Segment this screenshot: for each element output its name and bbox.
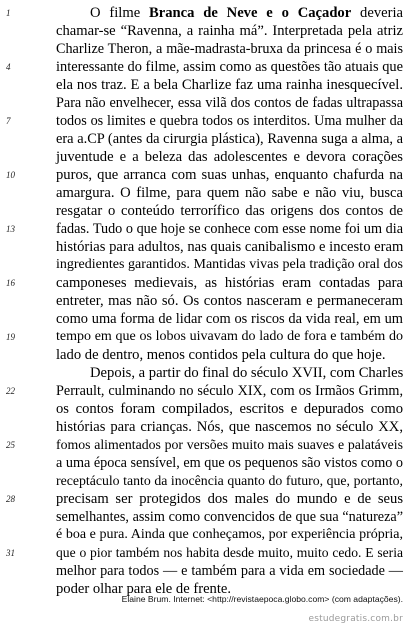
line-text: [56, 220, 403, 238]
text-line: [0, 292, 411, 310]
text-run: entreter, mas não só. Os contos nasceram e permaneceram: [56, 293, 403, 309]
text-run: melhor para todos — e também para a vida em sociedade —: [56, 563, 403, 579]
text-line: [0, 364, 411, 382]
text-line: [0, 184, 411, 202]
text-line: [0, 562, 411, 580]
line-number: 10: [6, 170, 15, 180]
line-text: [56, 58, 403, 76]
text-run: tempo em que os lobos uivavam do lado de fora e também do: [56, 329, 403, 344]
text-line: [0, 382, 411, 400]
text-run: ela nos traz. E a bela Charlize faz uma rainha inesquecível.: [56, 77, 403, 93]
line-text: [56, 130, 403, 148]
text-line: [0, 94, 411, 112]
line-text: [56, 490, 403, 508]
line-text: [56, 112, 403, 130]
text-line: [0, 40, 411, 58]
line-text: [56, 400, 403, 418]
text-line: [0, 274, 411, 292]
text-line: [0, 346, 411, 364]
line-text: [56, 184, 403, 202]
line-text: [90, 364, 403, 382]
text-line: [0, 418, 411, 436]
line-text: [56, 328, 403, 346]
text-line: [0, 490, 411, 508]
text-run: a uma época sensível, em que os pequenos são vistos como o: [56, 455, 403, 471]
line-number: 16: [6, 278, 15, 288]
text-run: amargura. O filme, para quem não sabe e não viu, busca: [56, 185, 403, 201]
line-number: 7: [6, 116, 11, 126]
line-text: [56, 562, 403, 580]
text-run: semelhantes, assim como convencidos de que sua “natureza”: [56, 509, 403, 525]
text-run: é boa e pura. Ainda que conheçamos, por experiência própria,: [56, 527, 403, 542]
line-text: [56, 238, 403, 256]
line-text: [56, 148, 403, 166]
text-line: [0, 256, 411, 274]
line-number: 19: [6, 332, 15, 342]
text-line: [0, 328, 411, 346]
text-line: [0, 76, 411, 94]
line-number: 25: [6, 440, 15, 450]
line-text: [56, 22, 403, 40]
text-line: [0, 166, 411, 184]
line-number: 31: [6, 548, 15, 558]
text-run: interessante do filme, assim como as questões tão atuais que: [56, 59, 403, 75]
text-run: resgatar o conteúdo terrorífico das origens dos contos de: [56, 203, 403, 219]
text-run: Perrault, culminando no século XIX, com os Irmãos Grimm,: [56, 383, 403, 399]
text-line: [0, 400, 411, 418]
text-line: [0, 508, 411, 526]
text-run: precisam ser protegidos dos males do mundo e de seus: [56, 491, 403, 507]
film-title: Branca de Neve e o Caçador: [149, 5, 352, 21]
text-run: histórias para crianças. Nós, que nascemos no século XX,: [56, 419, 403, 435]
text-line: [0, 112, 411, 130]
line-number: 4: [6, 62, 11, 72]
text-line: [0, 130, 411, 148]
text-line: [0, 472, 411, 490]
text-run: Para não envelhecer, essa vilã dos contos de fadas ultrapassa: [56, 95, 403, 111]
line-text: [90, 4, 403, 22]
line-text: [56, 526, 403, 544]
line-text: [56, 346, 403, 364]
text-run: O filme: [90, 5, 149, 21]
text-run: receptáculo tanto da inocência quanto do futuro, que, portanto,: [56, 473, 403, 488]
line-text: [56, 310, 403, 328]
text-line: [0, 22, 411, 40]
text-run: Depois, a partir do final do século XVII, com Charles: [90, 365, 404, 381]
line-number: 1: [6, 8, 11, 18]
line-text: [56, 40, 403, 58]
line-text: [56, 94, 403, 112]
text-line: [0, 238, 411, 256]
text-run: todos os limites e quebra todos os interditos. Uma mulher da: [56, 113, 403, 129]
text-run: histórias para adultos, nas quais canibalismo e incesto eram: [56, 239, 404, 255]
text-run: Charlize Theron, a mãe-madrasta-bruxa da princesa é o mais: [56, 41, 403, 57]
watermark: estudegratis.com.br: [308, 614, 403, 624]
line-text: [56, 508, 403, 526]
text-run: chamar-se “Ravenna, a rainha má”. Interpretada pela atriz: [56, 23, 403, 39]
text-run: fadas. Tudo o que hoje se conhece com esse nome foi um dia: [56, 221, 403, 237]
line-text: [56, 256, 403, 274]
line-number: 13: [6, 224, 15, 234]
source-citation: Elaine Brum. Internet: <http://revistaepoca.globo.com> (com adaptações).: [121, 594, 403, 604]
text-run: camponeses medievais, as histórias eram contadas para: [56, 275, 403, 291]
line-text: [56, 202, 403, 220]
text-run: deveria: [351, 5, 403, 21]
text-run: que o pior também nos habita desde muito, muito cedo. E seria: [56, 545, 403, 560]
text-run: os contos foram compilados, escritos e depurados como: [56, 401, 403, 417]
text-line: [0, 202, 411, 220]
line-text: [56, 544, 403, 562]
text-line: [0, 58, 411, 76]
line-text: [56, 292, 403, 310]
text-line: [0, 220, 411, 238]
line-text: [56, 418, 403, 436]
text-run: juventude e a beleza das adolescentes e devora corações: [56, 149, 403, 165]
text-line: [0, 4, 411, 22]
text-run: puros, que arranca com suas unhas, enquanto chafurda na: [56, 167, 403, 183]
line-text: [56, 454, 403, 472]
text-run: fomos alimentados por versões muito mais suaves e palatáveis: [56, 437, 403, 452]
line-text: [56, 436, 403, 454]
text-run: era a.CP (antes da cirurgia plástica), Ravenna suga a alma, a: [56, 131, 403, 147]
text-line: [0, 454, 411, 472]
line-number: 22: [6, 386, 15, 396]
text-run: ingredientes garantidos. Mantidas vivas pela tradição oral dos: [56, 257, 403, 272]
text-line: [0, 310, 411, 328]
line-number: 28: [6, 494, 15, 504]
line-text: [56, 76, 403, 94]
line-text: [56, 382, 403, 400]
line-text: [56, 166, 403, 184]
text-run: lado de dentro, menos contidos pela cultura do que hoje.: [56, 347, 386, 363]
text-line: [0, 544, 411, 562]
line-text: [56, 472, 403, 490]
text-line: [0, 526, 411, 544]
text-line: [0, 148, 411, 166]
line-text: [56, 274, 403, 292]
text-run: como uma forma de lidar com os riscos da vida real, em um: [56, 311, 403, 327]
text-line: [0, 436, 411, 454]
text-run: poder olhar para ele de frente.: [56, 581, 232, 597]
